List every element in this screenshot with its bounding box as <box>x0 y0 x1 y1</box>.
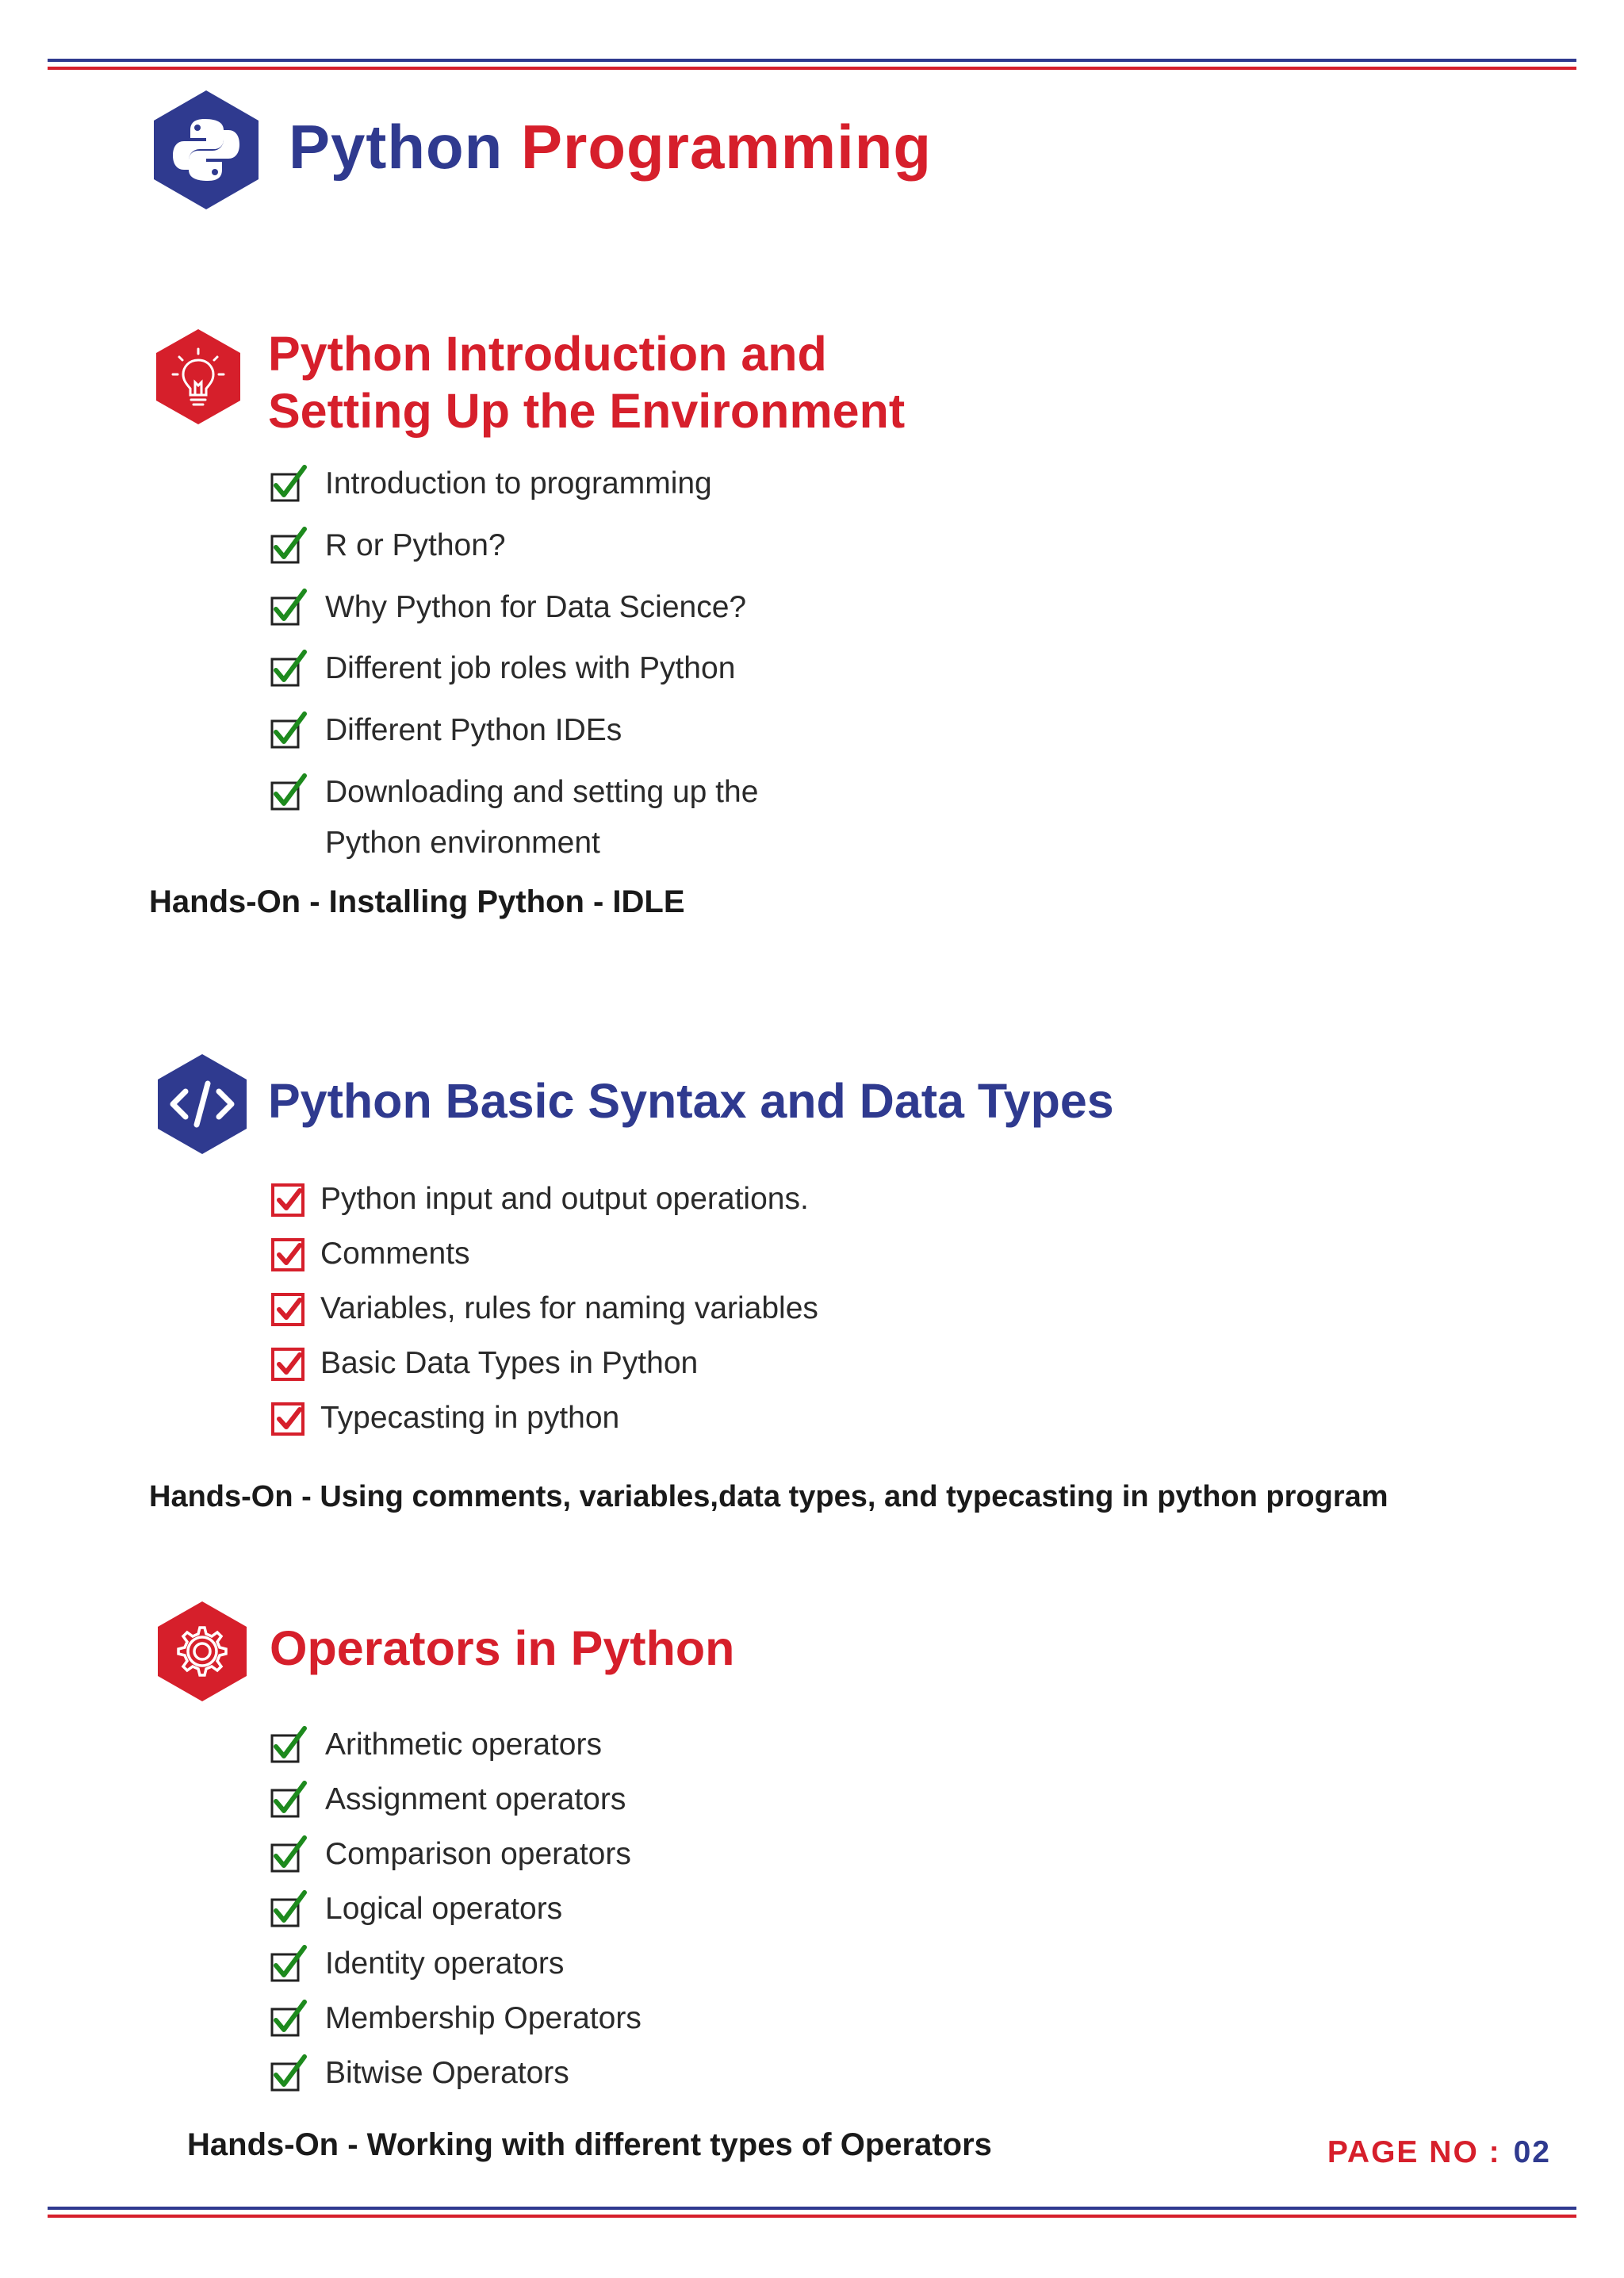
page-number-value: 02 <box>1513 2135 1551 2169</box>
bottom-rule-red <box>48 2215 1576 2218</box>
checkbox-checked-icon <box>270 589 309 628</box>
checkbox-checked-icon <box>270 711 309 751</box>
code-icon <box>155 1052 249 1156</box>
checkbox-checked-icon <box>270 465 309 504</box>
checkbox-checked-icon <box>270 2054 309 2094</box>
lightbulb-icon <box>154 327 243 427</box>
page-title-word2: Programming <box>521 112 933 182</box>
checkbox-checked-icon <box>270 1945 309 1985</box>
bottom-rule-blue <box>48 2207 1576 2210</box>
page-number <box>1327 2135 1551 2170</box>
section-title: Operators in Python <box>270 1621 735 1675</box>
checkbox-checked-icon <box>270 1290 309 1329</box>
checkbox-checked-icon <box>270 1726 309 1766</box>
section-title-line2: Setting Up the Environment <box>268 384 906 438</box>
section-title <box>268 325 905 439</box>
page-title <box>289 111 932 183</box>
top-rule-blue <box>48 59 1576 62</box>
checkbox-checked-icon <box>270 650 309 689</box>
python-logo-icon <box>151 87 262 213</box>
page-number-label: PAGE NO : <box>1327 2135 1501 2169</box>
handson-label: Hands-On - Using comments, variables,data types, and typecasting in python program <box>149 1480 1388 1513</box>
page-title-word1: Python <box>289 112 504 182</box>
checkbox-checked-icon <box>270 527 309 566</box>
checkbox-checked-icon <box>270 773 309 813</box>
handson-label: Hands-On - Working with different types of Operators <box>187 2127 992 2162</box>
handson-label: Hands-On - Installing Python - IDLE <box>149 884 685 919</box>
checkbox-checked-icon <box>270 1890 309 1930</box>
section-title-line1: Python Introduction and <box>268 327 827 381</box>
checkbox-checked-icon <box>270 1180 309 1220</box>
checkbox-checked-icon <box>270 1235 309 1275</box>
checkbox-checked-icon <box>270 1835 309 1875</box>
checkbox-checked-icon <box>270 1344 309 1384</box>
top-rule-red <box>48 67 1576 70</box>
section-title: Python Basic Syntax and Data Types <box>268 1074 1114 1128</box>
checkbox-checked-icon <box>270 1399 309 1439</box>
gear-icon <box>155 1599 249 1704</box>
checkbox-checked-icon <box>270 2000 309 2039</box>
checkbox-checked-icon <box>270 1781 309 1820</box>
